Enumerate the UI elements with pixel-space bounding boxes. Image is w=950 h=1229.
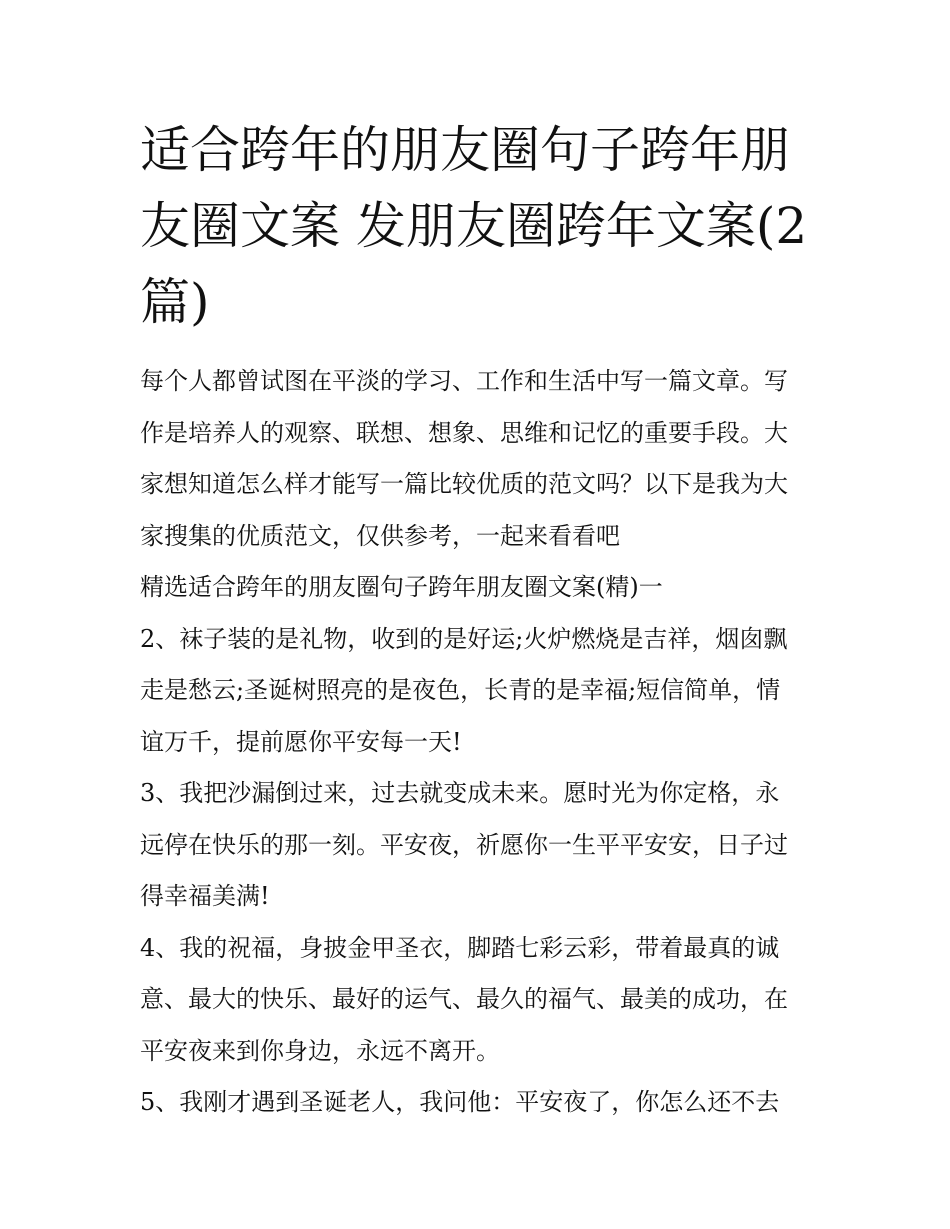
document-title xyxy=(140,112,830,340)
item-3-line: 3、我把沙漏倒过来，过去就变成未来。愿时光为你定格，永 xyxy=(140,779,780,807)
item-4-line: 意、最大的快乐、最好的运气、最久的福气、最美的成功，在 xyxy=(140,985,788,1013)
intro-paragraph-line: 每个人都曾试图在平淡的学习、工作和生活中写一篇文章。写 xyxy=(140,367,788,395)
section-heading: 精选适合跨年的朋友圈句子跨年朋友圈文案(精)一 xyxy=(140,573,663,601)
document-body xyxy=(140,356,830,1129)
item-2-line: 谊万千，提前愿你平安每一天! xyxy=(140,727,462,756)
title-line: 友圈文案 发朋友圈跨年文案(2 xyxy=(140,197,808,255)
item-2-line: 2、袜子装的是礼物，收到的是好运;火炉燃烧是吉祥，烟囱飘 xyxy=(140,624,788,653)
item-5-line: 5、我刚才遇到圣诞老人，我问他：平安夜了，你怎么还不去 xyxy=(140,1088,780,1116)
title-line: 篇) xyxy=(140,273,210,331)
item-3-line: 远停在快乐的那一刻。平安夜，祈愿你一生平平安安，日子过 xyxy=(140,830,788,859)
intro-paragraph-line: 作是培养人的观察、联想、想象、思维和记忆的重要手段。大 xyxy=(140,418,788,447)
item-4-line: 4、我的祝福，身披金甲圣衣，脚踏七彩云彩，带着最真的诚 xyxy=(140,933,780,962)
intro-paragraph-line: 家搜集的优质范文，仅供参考，一起来看看吧 xyxy=(140,521,620,550)
title-line: 适合跨年的朋友圈句子跨年朋 xyxy=(140,121,790,179)
item-2-line: 走是愁云;圣诞树照亮的是夜色，长青的是幸福;短信简单，情 xyxy=(140,676,781,704)
item-3-line: 得幸福美满! xyxy=(140,882,270,910)
intro-paragraph-line: 家想知道怎么样才能写一篇比较优质的范文吗？以下是我为大 xyxy=(140,470,788,498)
item-4-line: 平安夜来到你身边，永远不离开。 xyxy=(140,1036,500,1065)
